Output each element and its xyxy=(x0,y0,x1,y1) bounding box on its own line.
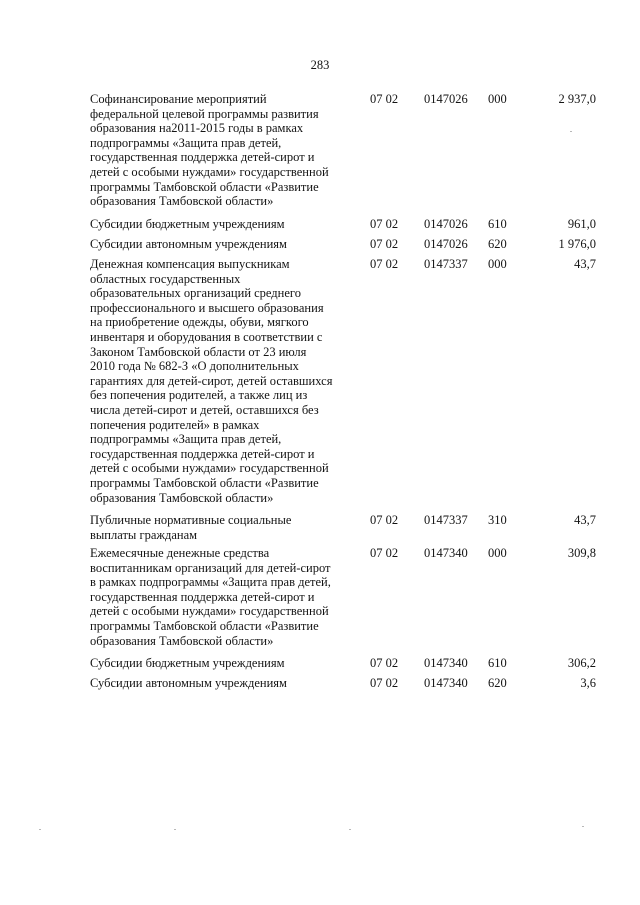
table-row xyxy=(90,513,596,546)
section-code: 07 02 xyxy=(370,513,399,527)
row-name: Софинансирование мероприятий федеральной целевой программы развития образования на2011-2015 годы в рамках подпрограммы «Защита прав детей, государственная поддержка детей-сирот и детей с особыми нуждами» государственной программы Тамбовской области «Развитие образования Тамбовской области» xyxy=(90,92,329,209)
amount: 309,8 xyxy=(567,546,596,560)
target-code: 0147337 xyxy=(424,513,468,527)
target-code: 0147340 xyxy=(424,676,468,690)
expense-type-code: 000 xyxy=(488,92,507,106)
amount: 306,2 xyxy=(567,656,596,670)
section-code: 07 02 xyxy=(370,237,399,251)
section-code: 07 02 xyxy=(370,546,399,560)
section-code: 07 02 xyxy=(370,676,399,690)
scan-speck xyxy=(39,829,41,830)
target-code: 0147340 xyxy=(424,546,468,560)
amount: 961,0 xyxy=(567,217,596,231)
section-code: 07 02 xyxy=(370,656,399,670)
amount: 3,6 xyxy=(580,676,596,690)
scan-speck xyxy=(174,829,176,830)
expense-type-code: 610 xyxy=(488,217,507,231)
row-name: Субсидии бюджетным учреждениям xyxy=(90,656,285,670)
row-name: Публичные нормативные социальные выплаты гражданам xyxy=(90,513,292,542)
expense-type-code: 620 xyxy=(488,237,507,251)
section-code: 07 02 xyxy=(370,257,399,271)
target-code: 0147340 xyxy=(424,656,468,670)
target-code: 0147337 xyxy=(424,257,468,271)
scan-speck xyxy=(582,826,584,827)
row-name: Ежемесячные денежные средства воспитанникам организаций для детей-сирот в рамках подпрограммы «Защита прав детей, государственная поддержка детей-сирот и детей с особыми нуждами» государственной программы Тамбовской области «Развитие образования Тамбовской области» xyxy=(90,546,331,648)
scan-speck xyxy=(570,131,572,132)
target-code: 0147026 xyxy=(424,217,468,231)
table-row xyxy=(90,656,596,676)
section-code: 07 02 xyxy=(370,92,399,106)
table-row xyxy=(90,217,596,237)
table-row xyxy=(90,676,596,696)
scan-speck xyxy=(349,829,351,830)
expense-type-code: 610 xyxy=(488,656,507,670)
expense-type-code: 310 xyxy=(488,513,507,527)
expense-type-code: 000 xyxy=(488,257,507,271)
table-row xyxy=(90,546,596,656)
budget-table xyxy=(90,92,596,696)
row-name: Субсидии автономным учреждениям xyxy=(90,237,287,251)
row-name: Денежная компенсация выпускникам областных государственных образовательных организаций среднего профессионального и высшего образования на приобретение одежды, обуви, мягкого инвентаря и оборудования в соответствии с Законом Тамбовской области от 23 июля 2010 года № 682-З «О дополнительных гарантиях для детей-сирот, детей оставшихся без попечения родителей, а также лиц из числа детей-сирот и детей, оставшихся без попечения родителей» в рамках подпрограммы «Защита прав детей, государственная поддержка детей-сирот и детей с особыми нуждами» государственной программы Тамбовской области «Развитие образования Тамбовской области» xyxy=(90,257,333,505)
expense-type-code: 620 xyxy=(488,676,507,690)
table-row xyxy=(90,257,596,513)
table-row xyxy=(90,92,596,217)
table-row xyxy=(90,237,596,257)
page-number: 283 xyxy=(310,58,330,72)
row-name: Субсидии автономным учреждениям xyxy=(90,676,287,690)
amount: 2 937,0 xyxy=(558,92,596,106)
expense-type-code: 000 xyxy=(488,546,507,560)
row-name: Субсидии бюджетным учреждениям xyxy=(90,217,285,231)
amount: 1 976,0 xyxy=(558,237,596,251)
section-code: 07 02 xyxy=(370,217,399,231)
amount: 43,7 xyxy=(574,257,596,271)
target-code: 0147026 xyxy=(424,237,468,251)
target-code: 0147026 xyxy=(424,92,468,106)
amount: 43,7 xyxy=(574,513,596,527)
